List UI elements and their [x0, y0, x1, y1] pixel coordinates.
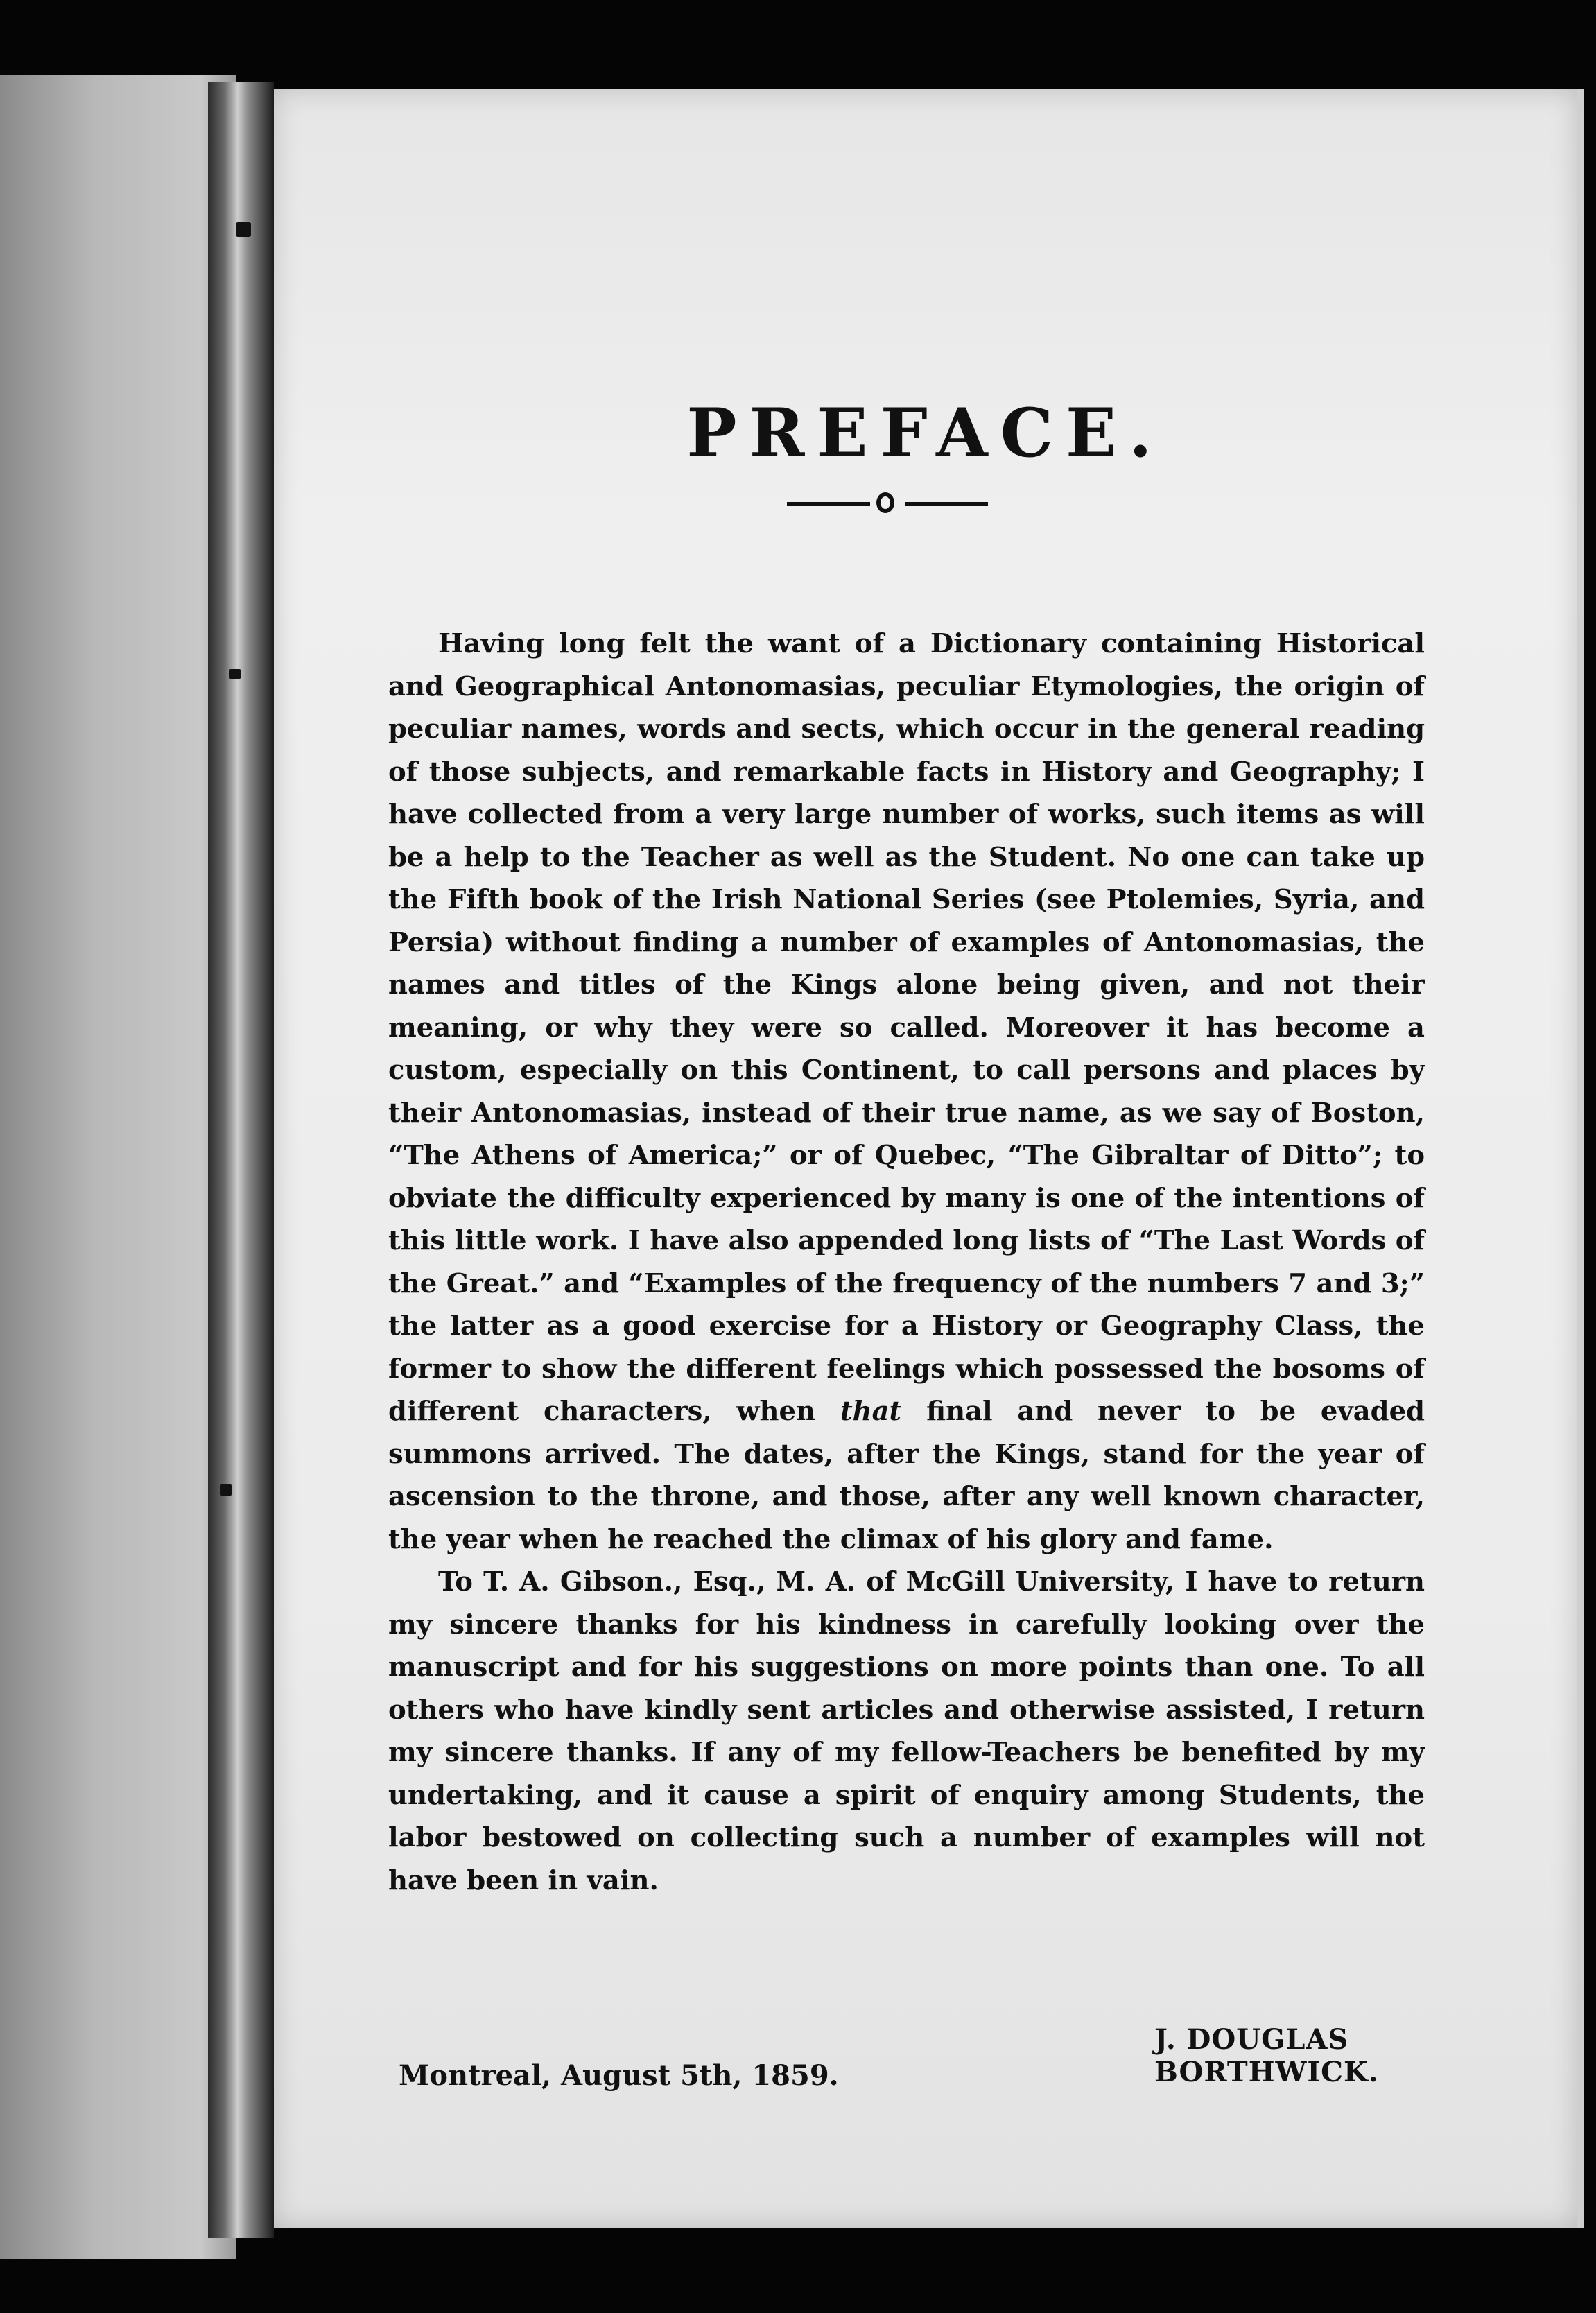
paragraph-1-emphasis: that [840, 1396, 902, 1427]
preface-paragraph-2: To T. A. Gibson., Esq., M. A. of McGill University, I have to return my sincere thanks for his kindness in carefully looking over the manuscript and for his suggestions on more points than one. To all others who have kindly sent articles and otherwise assisted, I return my sincere thanks. If any of my fellow-Teachers be benefited by my undertaking, and it cause a spirit of enquiry among Students, the labor bestowed on collecting such a number of examples will not have been in vain. [388, 1566, 1425, 1896]
previous-page-edge [0, 75, 236, 2259]
paragraph-1-text-a: Having long felt the want of a Dictionary containing Historical and Geographical Antonomasias, peculiar Etymologies, the origin of peculiar names, words and sects, which occur in the general reading of those subjects, and remarkable facts in History and Geography; I have collected from a very large number of works, such items as will be a help to the Teacher as well as the Student. No one can take up the Fifth book of the Irish National Series (see Ptolemies, Syria, and Persia) without finding a number of examples of Antonomasias, the names and titles of the Kings alone being given, and not their meaning, or why they were so called. Moreover it has become a custom, especially on this Continent, to call persons and places by their Antonomasias, instead of their true name, as we say of Boston, “The Athens of America;” or of Quebec, “The Gibraltar of Ditto”; to obviate the difficulty experienced by many is one of the intentions of this little work. I have also appended long lists of “The Last Words of the Great.” and “Examples of the frequency of the numbers 7 and 3;” the latter as a good exercise for a History or Geography Class, the former to show the different feelings which possessed the bosoms of different characters, when [388, 628, 1425, 1427]
binding-mark [220, 1484, 232, 1496]
binding-mark [236, 222, 251, 237]
preface-page [274, 89, 1584, 2228]
book-gutter [208, 82, 274, 2238]
preface-body [388, 623, 1425, 1902]
paragraph-1-text-b: final and never to be evaded summons arrived. The dates, after the Kings, stand for the year of ascension to the throne, and those, after any well known character, the year when he reached the climax of his glory and fame. [388, 1396, 1425, 1555]
title-ornament [787, 490, 988, 517]
binding-mark [229, 669, 241, 679]
ornament-circle [876, 492, 894, 513]
ornament-rule-right [905, 502, 988, 506]
place-and-date: Montreal, August 5th, 1859. [399, 2059, 839, 2092]
preface-paragraph-1 [388, 623, 1425, 1561]
author-signature: J. DOUGLAS BORTHWICK. [1154, 2023, 1379, 2088]
page-title: PREFACE. [686, 394, 1165, 472]
ornament-rule-left [787, 502, 870, 506]
